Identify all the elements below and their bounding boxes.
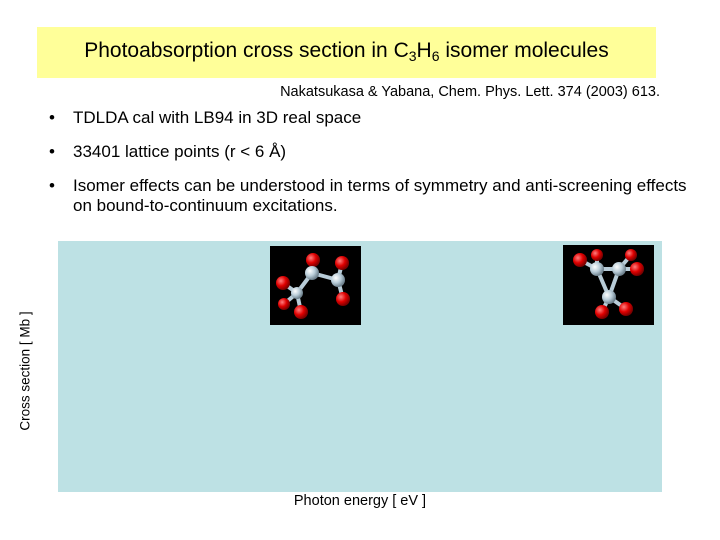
bullet-text: Isomer effects can be understood in terms of symmetry and anti-screening effects on bound-to-continuum excitations. bbox=[73, 176, 687, 215]
bullet-icon: • bbox=[49, 176, 55, 195]
bullet-item bbox=[47, 108, 687, 128]
bullet-icon: • bbox=[49, 108, 55, 127]
bullet-item bbox=[47, 176, 687, 216]
bullet-list bbox=[47, 108, 687, 230]
page-title: Photoabsorption cross section in $C_3H_6$ isomer molecules bbox=[84, 39, 609, 64]
bullet-item bbox=[47, 142, 687, 162]
cyclopropane-molecule-image bbox=[563, 245, 654, 325]
propene-molecule-image bbox=[270, 246, 361, 325]
x-axis-label: Photon energy [ eV ] bbox=[293, 493, 427, 509]
title-band bbox=[37, 27, 656, 78]
citation: Nakatsukasa & Yabana, Chem. Phys. Lett. 374 (2003) 613. bbox=[280, 84, 660, 100]
bullet-text: TDLDA cal with LB94 in 3D real space bbox=[73, 108, 362, 127]
bullet-icon: • bbox=[49, 142, 55, 161]
bullet-text: 33401 lattice points (r < 6 Å) bbox=[73, 142, 287, 161]
